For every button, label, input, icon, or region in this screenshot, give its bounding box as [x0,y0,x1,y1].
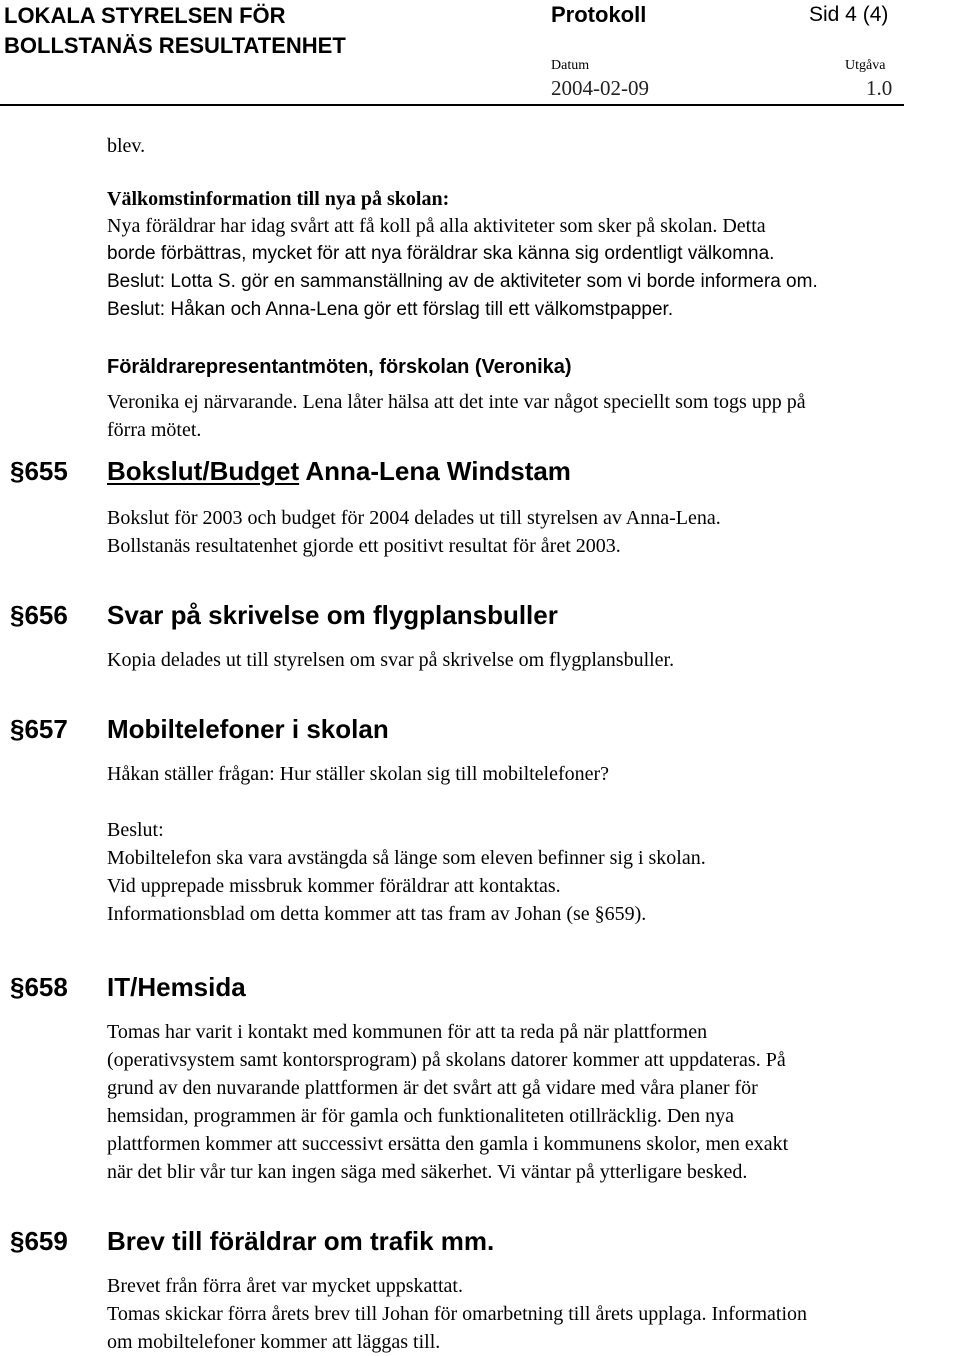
section-line: Kopia delades ut till styrelsen om svar på skrivelse om flygplansbuller. [107,649,675,671]
section-title: Brev till föräldrar om trafik mm. [107,1226,495,1256]
section-line: plattformen kommer att successivt ersätta den gamla i kommunens skolor, men exakt [107,1133,789,1155]
section-line: Bollstanäs resultatenhet gjorde ett positivt resultat för året 2003. [107,535,621,557]
section-line: grund av den nuvarande plattformen är det svårt att gå vidare med våra planer för [107,1077,758,1099]
version-label: Utgåva [845,58,886,73]
section-title: Mobiltelefoner i skolan [107,714,389,744]
welcome-line: Nya föräldrar har idag svårt att få koll på alla aktiviteter som sker på skolan. Detta [107,215,766,237]
section-title: IT/Hemsida [107,972,246,1002]
decision-line: Beslut: Håkan och Anna-Lena gör ett förslag till ett välkomstpapper. [107,299,674,320]
organization-name-line-1: LOKALA STYRELSEN FÖR [4,3,286,28]
parent-meetings-line: förra mötet. [107,419,202,441]
welcome-heading: Välkomstinformation till nya på skolan: [107,188,450,210]
section-line: Tomas har varit i kontakt med kommunen för att ta reda på när plattformen [107,1021,708,1043]
section-line: Bokslut för 2003 och budget för 2004 delades ut till styrelsen av Anna-Lena. [107,507,721,529]
section-title-responsible: Anna-Lena Windstam [299,456,571,486]
organization-name-line-2: BOLLSTANÄS RESULTATENHET [4,33,346,58]
section-title: Svar på skrivelse om flygplansbuller [107,600,558,630]
header-divider [0,104,904,106]
section-line: när det blir vår tur kan ingen säga med säkerhet. Vi väntar på ytterligare besked. [107,1161,748,1183]
section-number: §656 [10,600,68,630]
decision-label: Beslut: [107,819,164,841]
page-number: Sid 4 (4) [809,3,889,26]
section-title [107,456,571,487]
section-title-underlined: Bokslut/Budget [107,456,300,486]
section-number: §655 [10,456,68,486]
date-label: Datum [551,58,590,73]
document-type: Protokoll [551,2,647,27]
decision-line: Beslut: Lotta S. gör en sammanställning av de aktiviteter som vi borde informera om. [107,271,818,292]
section-question: Håkan ställer frågan: Hur ställer skolan sig till mobiltelefoner? [107,763,610,785]
decision-line: Mobiltelefon ska vara avstängda så länge som eleven befinner sig i skolan. [107,847,706,869]
date-value: 2004-02-09 [551,76,649,100]
continuation-text: blev. [107,135,146,157]
decision-line: Vid upprepade missbruk kommer föräldrar att kontaktas. [107,875,561,897]
section-line: Brevet från förra året var mycket uppskattat. [107,1275,463,1297]
welcome-line: borde förbättras, mycket för att nya föräldrar ska känna sig ordentligt välkomna. [107,243,775,264]
section-number: §657 [10,714,68,744]
parent-meetings-line: Veronika ej närvarande. Lena låter hälsa att det inte var något speciellt som togs upp på [107,391,806,413]
section-line: Tomas skickar förra årets brev till Johan för omarbetning till årets upplaga. Information [107,1303,808,1325]
section-line: hemsidan, programmen är för gamla och funktionaliteten otillräcklig. Den nya [107,1105,735,1127]
version-value: 1.0 [866,76,893,100]
section-line: (operativsystem samt kontorsprogram) på skolans datorer kommer att uppdateras. På [107,1049,786,1071]
section-number: §658 [10,972,68,1002]
decision-line: Informationsblad om detta kommer att tas fram av Johan (se §659). [107,903,647,925]
section-number: §659 [10,1226,68,1256]
parent-meetings-heading: Föräldrarepresentantmöten, förskolan (Veronika) [107,356,572,378]
section-line: om mobiltelefoner kommer att läggas till. [107,1331,441,1353]
